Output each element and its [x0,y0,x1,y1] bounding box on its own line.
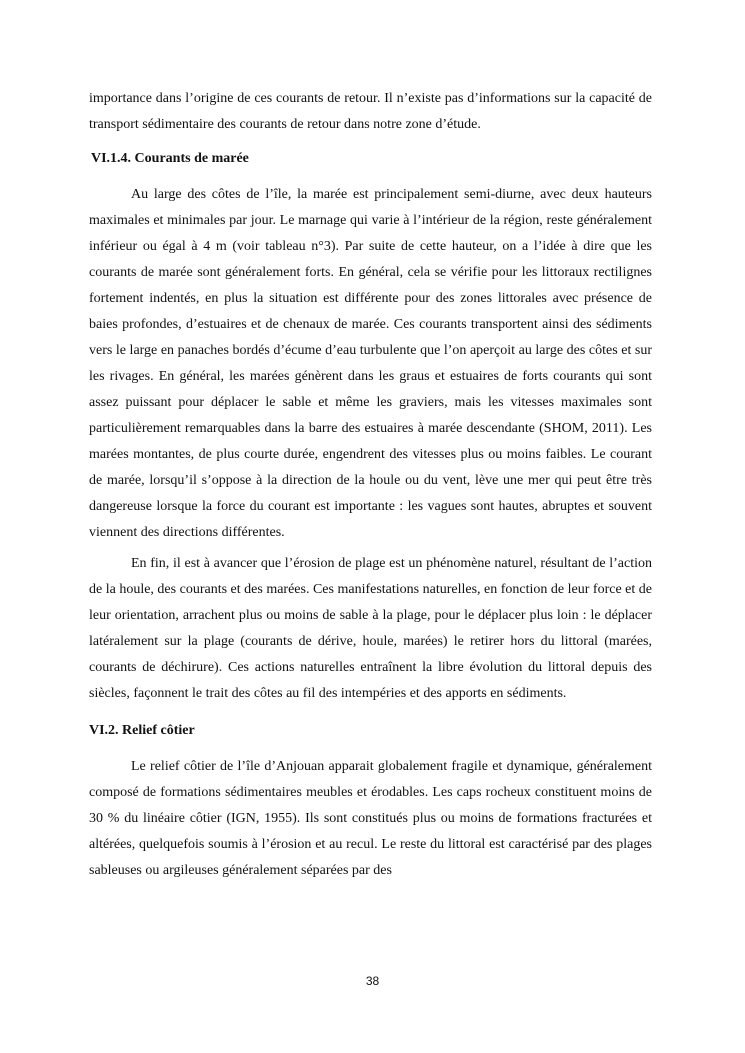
intro-paragraph: importance dans l’origine de ces courants de retour. Il n’existe pas d’informations sur la capacité de transport sédimentaire des courants de retour dans notre zone d’étude. [89,91,652,132]
paragraph-relief-1: Le relief côtier de l’île d’Anjouan apparait globalement fragile et dynamique, généralement composé de formations sédimentaires meubles et érodables. Les caps rocheux constituent moins de 30 % du linéaire côtier (IGN, 1955). Ils sont constitués plus ou moins de formations fracturées et altérées, quelquefois soumis à l’érosion et au recul. Le reste du littoral est caractérisé par des plages sableuses ou argileuses généralement séparées par des [89,759,652,878]
section-heading-relief-cotier: VI.2. Relief côtier [89,723,195,738]
page-number: 38 [365,974,380,988]
paragraph-courants-2: En fin, il est à avancer que l’érosion de plage est un phénomène naturel, résultant de l’action de la houle, des courants et des marées. Ces manifestations naturelles, en fonction de leur force et de leur orientation, arrachent plus ou moins de sable à la plage, pour le déplacer plus loin : le déplacer latéralement sur la plage (courants de dérive, houle, marées) le retirer hors du littoral (marées, courants de déchirure). Ces actions naturelles entraînent la libre évolution du littoral depuis des siècles, façonnent le trait des côtes au fil des intempéries et des apports en sédiments. [89,556,652,701]
paragraph-courants-1: Au large des côtes de l’île, la marée est principalement semi-diurne, avec deux hauteurs maximales et minimales par jour. Le marnage qui varie à l’intérieur de la région, reste généralement inférieur ou égal à 4 m (voir tableau n°3). Par suite de cette hauteur, on a l’idée à dire que les courants de marée sont généralement forts. En général, cela se vérifie pour les littoraux rectilignes fortement indentés, en plus la situation est différente pour des zones littorales avec présence de baies profondes, d’estuaires et de chenaux de marée. Ces courants transportent ainsi des sédiments vers le large en panaches bordés d’écume d’eau turbulente que l’on aperçoit au large des côtes et sur les rivages. En général, les marées génèrent dans les graus et estuaires de forts courants qui sont assez puissant pour déplacer le sable et même les graviers, mais les vitesses maximales sont particulièrement remarquables dans la barre des estuaires à marée descendante (SHOM, 2011). Les marées montantes, de plus courte durée, engendrent des vitesses plus ou moins faibles. Le courant de marée, lorsqu’il s’oppose à la direction de la houle ou du vent, lève une mer qui peut être très dangereuse lorsque la force du courant est importante : les vagues sont hautes, abruptes et souvent viennent des directions différentes. [89,187,652,540]
section-heading-courants-de-maree: VI.1.4. Courants de marée [91,151,249,166]
page-body [89,86,652,884]
